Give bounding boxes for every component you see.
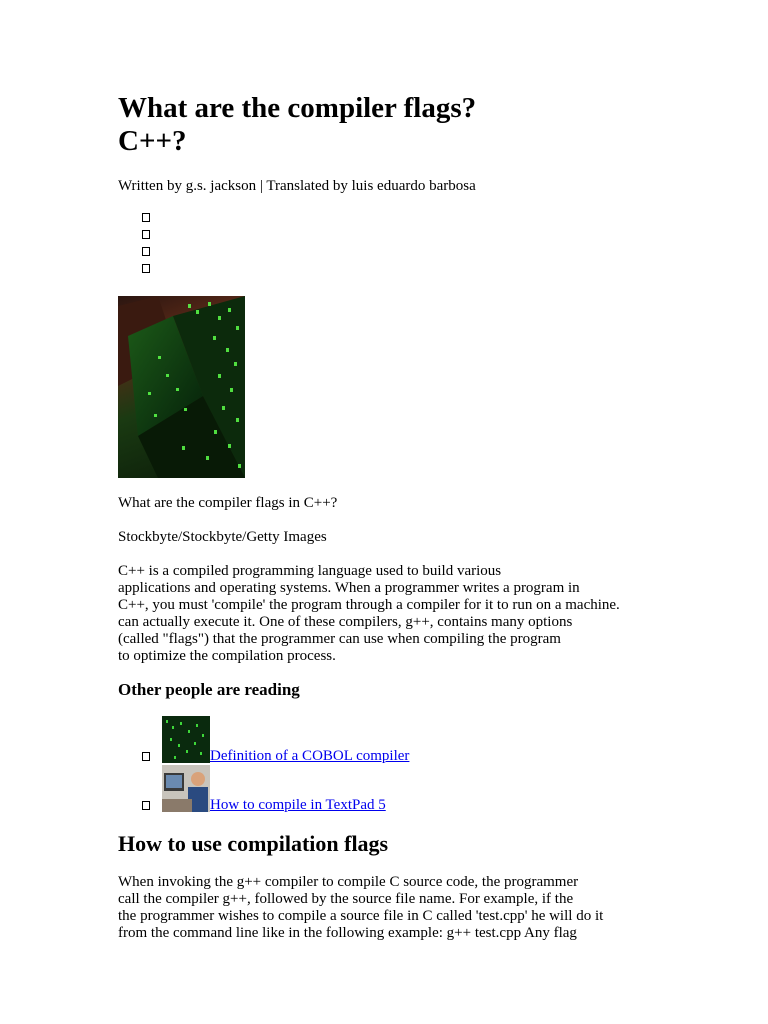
hero-image: [118, 296, 245, 478]
article-title: [118, 92, 638, 158]
paragraph-line: C++, you must 'compile' the program through a compiler for it to run on a machine.: [118, 597, 620, 613]
section-heading: How to use compilation flags: [118, 831, 389, 856]
paragraph-line: the programmer wishes to compile a source file in C called 'test.cpp' he will do it: [118, 908, 604, 924]
paragraph-line: can actually execute it. One of these compilers, g++, contains many options: [118, 614, 573, 630]
share-item[interactable]: [142, 243, 150, 260]
byline: Written by g.s. jackson | Translated by luis eduardo barbosa: [118, 178, 476, 194]
share-list: [142, 209, 150, 277]
paragraph-line: applications and operating systems. When a programmer writes a program in: [118, 580, 580, 596]
related-link-cobol[interactable]: Definition of a COBOL compiler: [210, 748, 410, 764]
paragraph-line: from the command line like in the following example: g++ test.cpp Any flag: [118, 925, 577, 941]
missing-glyph-icon: [142, 230, 150, 239]
image-caption: What are the compiler flags in C++?: [118, 495, 338, 511]
image-credit: Stockbyte/Stockbyte/Getty Images: [118, 529, 327, 545]
related-heading: Other people are reading: [118, 680, 300, 699]
paragraph-line: (called "flags") that the programmer can use when compiling the program: [118, 631, 561, 647]
paragraph-line: C++ is a compiled programming language used to build various: [118, 563, 502, 579]
title-line-1: What are the compiler flags?: [118, 92, 477, 124]
thumbnail-cobol[interactable]: [162, 716, 210, 763]
section-paragraph: [118, 874, 603, 942]
missing-glyph-icon: [142, 247, 150, 256]
missing-glyph-icon: [142, 752, 150, 761]
missing-glyph-icon: [142, 801, 150, 810]
code-tunnel-illustration: [118, 296, 245, 478]
missing-glyph-icon: [142, 213, 150, 222]
share-item[interactable]: [142, 260, 150, 277]
share-item[interactable]: [142, 209, 150, 226]
title-line-2: C++?: [118, 125, 187, 157]
intro-paragraph: [118, 563, 620, 665]
paragraph-line: When invoking the g++ compiler to compile C source code, the programmer: [118, 874, 579, 890]
related-link-textpad[interactable]: How to compile in TextPad 5: [210, 797, 386, 813]
paragraph-line: to optimize the compilation process.: [118, 648, 336, 664]
thumbnail-textpad[interactable]: [162, 765, 210, 812]
paragraph-line: call the compiler g++, followed by the source file name. For example, if the: [118, 891, 574, 907]
missing-glyph-icon: [142, 264, 150, 273]
share-item[interactable]: [142, 226, 150, 243]
